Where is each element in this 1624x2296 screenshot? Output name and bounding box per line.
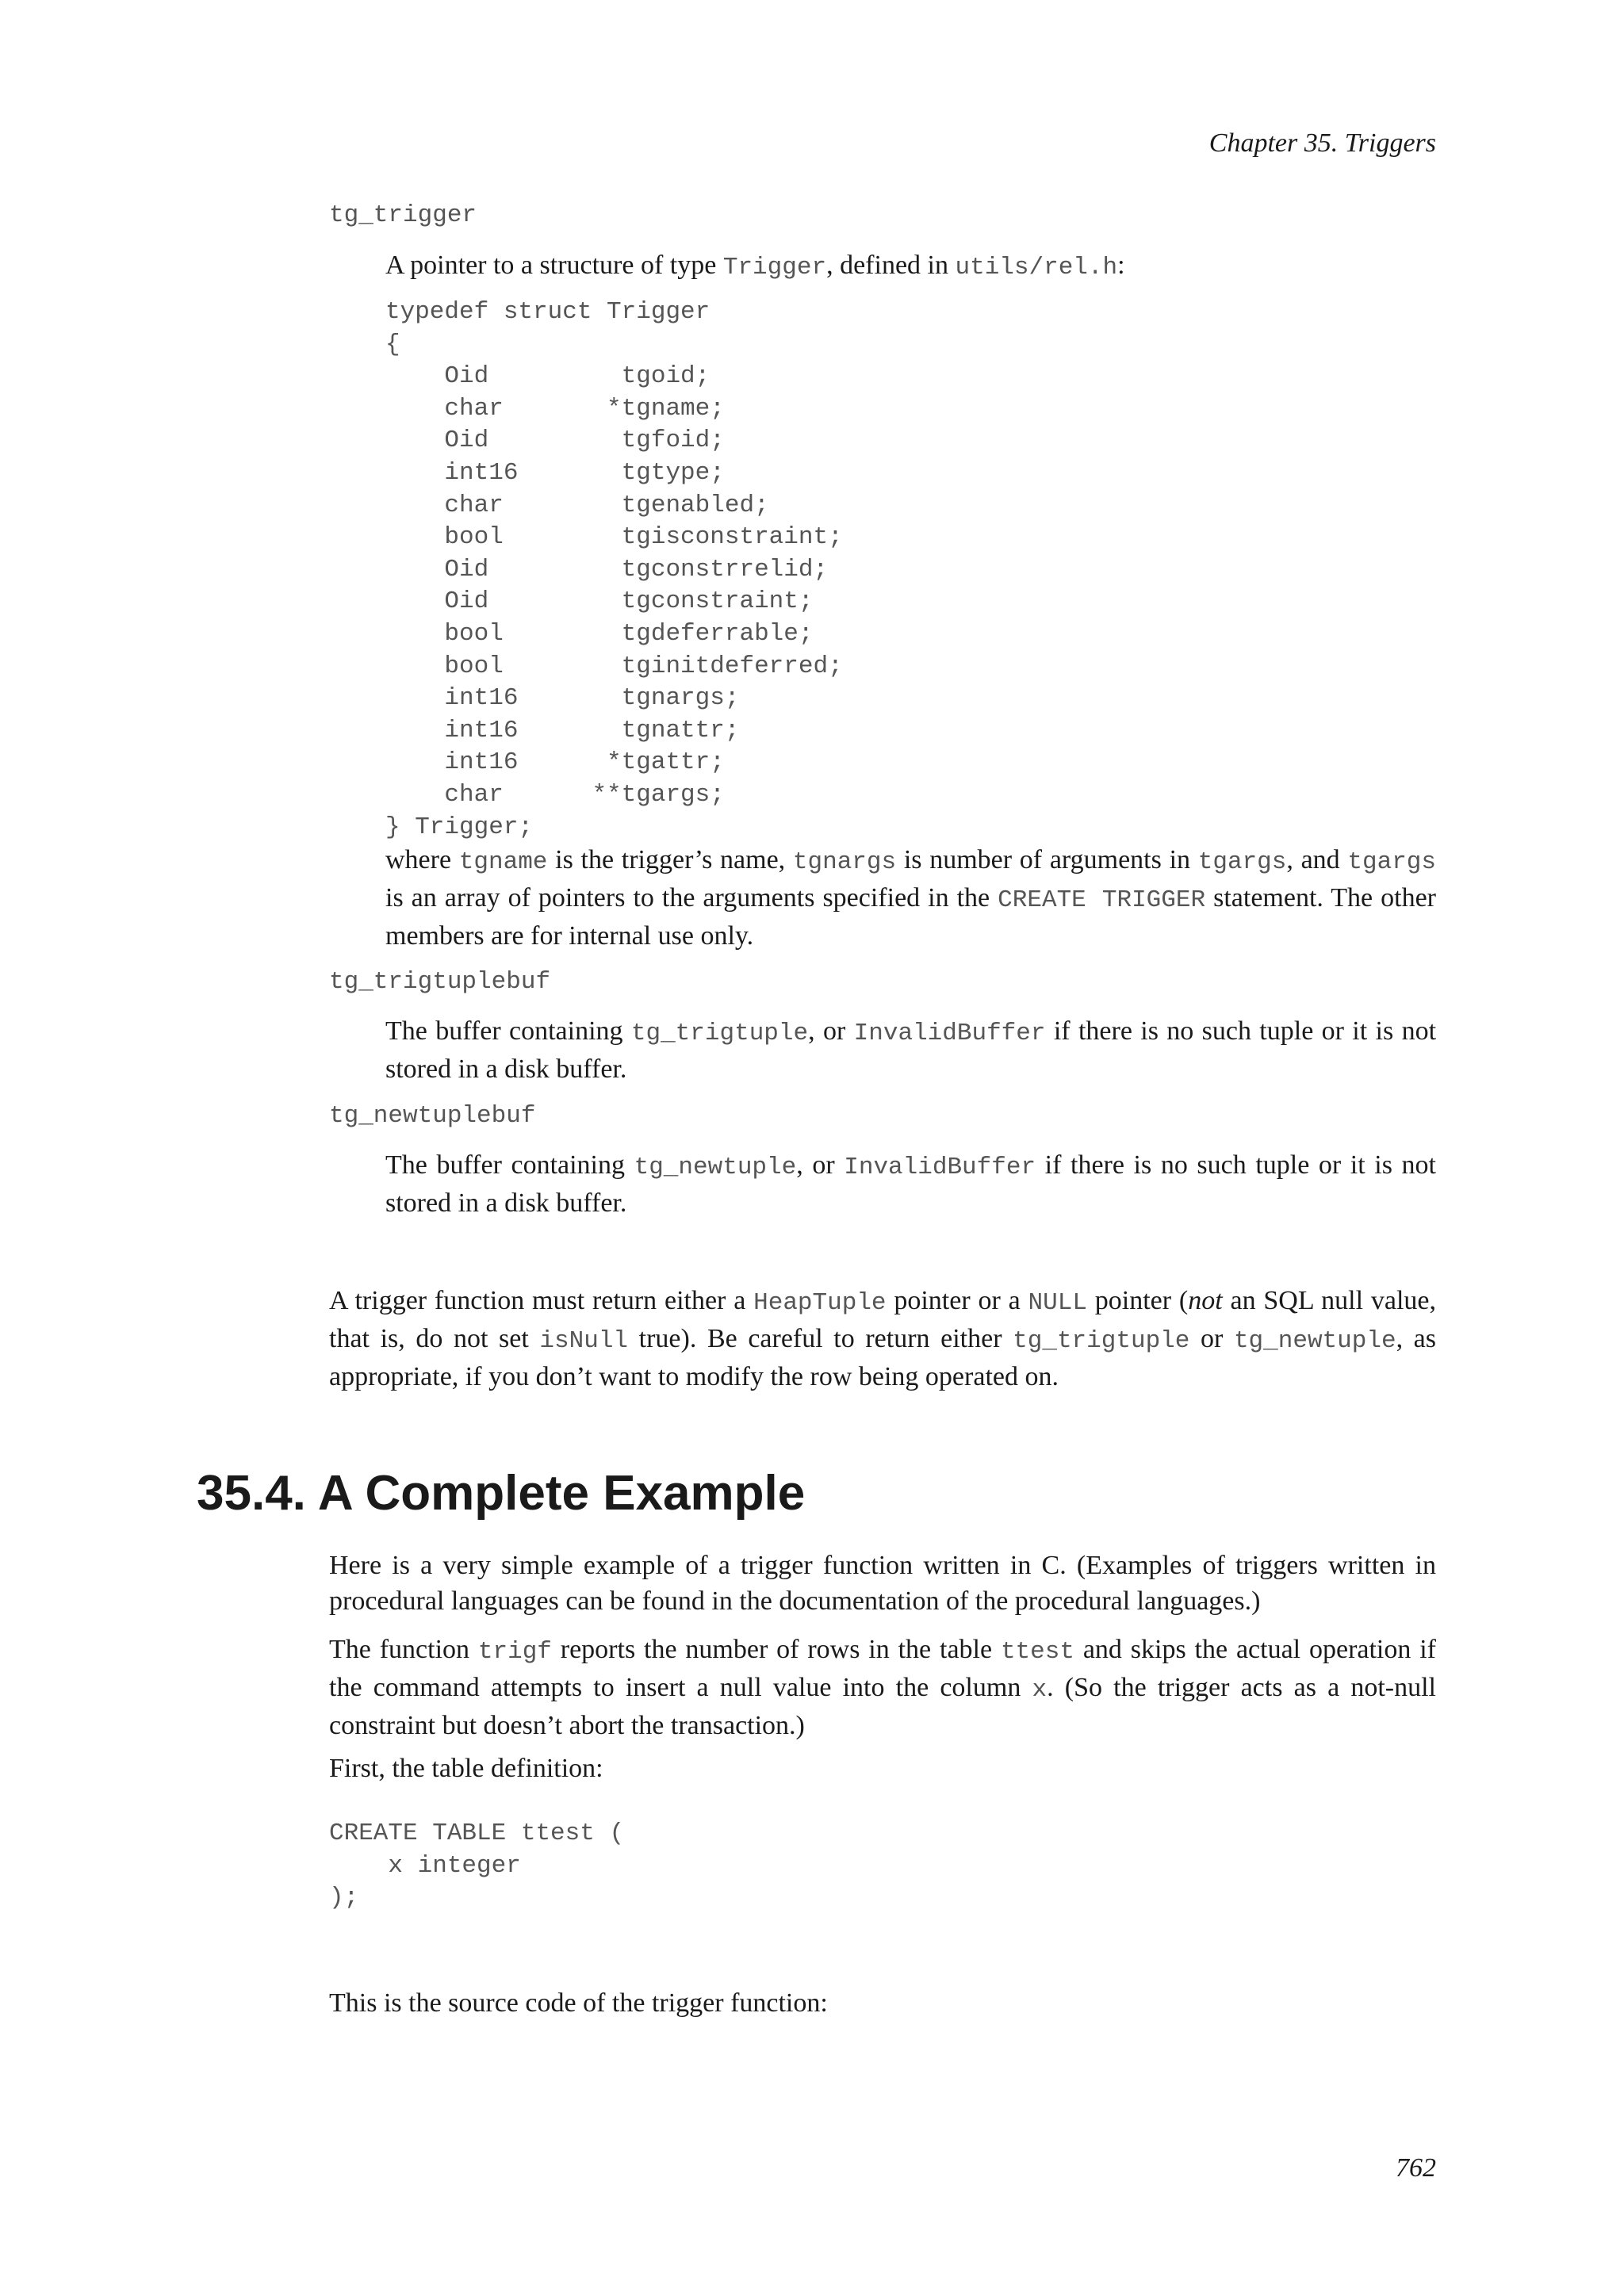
- table-definition-label: First, the table definition:: [329, 1754, 603, 1783]
- trigger-struct-code: typedef struct Trigger { Oid tgoid; char *tgname; Oid tgfoid; int16 tgtype; char tgenabled; bool tgisconstraint; Oid tgconstrrelid; Oid tgconstraint; bool tgdeferrable; bool tginitdeferred; int16 tgnargs; int16 tgnattr; int16 *tgattr; char **tgargs; } Trigger;: [385, 298, 843, 841]
- tg-trigger-description: A pointer to a structure of type Trigger, defined in utils/rel.h:: [385, 251, 1125, 281]
- trigger-struct-explanation: where tgname is the trigger’s name, tgnargs is number of arguments in tgargs, and tgargs is an array of pointers to the arguments specified in the CREATE TRIGGER statement. The other members are for internal use only.: [385, 845, 1437, 951]
- create-table-code: CREATE TABLE ttest ( x integer );: [329, 1820, 625, 1912]
- running-header: Chapter 35. Triggers: [1208, 128, 1436, 158]
- tg-trigtuplebuf-description: The buffer containing tg_trigtuple, or InvalidBuffer if there is no such tuple or it is not stored in a disk buffer.: [385, 1016, 1437, 1084]
- page-number: 762: [1396, 2153, 1436, 2183]
- section-intro-paragraph: Here is a very simple example of a trigger function written in C. (Examples of triggers written in procedural languages can be found in the documentation of the procedural languages.): [329, 1551, 1436, 1616]
- term-tg-trigtuplebuf: tg_trigtuplebuf: [329, 968, 551, 996]
- tg-newtuplebuf-description: The buffer containing tg_newtuple, or InvalidBuffer if there is no such tuple or it is not stored in a disk buffer.: [385, 1150, 1436, 1218]
- term-tg-trigger: tg_trigger: [329, 201, 477, 229]
- section-heading: 35.4. A Complete Example: [197, 1466, 806, 1521]
- source-code-label: This is the source code of the trigger function:: [329, 1988, 828, 2018]
- term-tg-newtuplebuf: tg_newtuplebuf: [329, 1102, 536, 1130]
- trigf-description-paragraph: The function trigf reports the number of rows in the table ttest and skips the actual operation if the command attempts to insert a null value into the column x. (So the trigger acts as a not-null constraint but doesn’t abort the transaction.): [329, 1635, 1436, 1740]
- return-value-paragraph: A trigger function must return either a HeapTuple pointer or a NULL pointer (not an SQL null value, that is, do not set isNull true). Be careful to return either tg_trigtuple or tg_newtuple, as appropriate, if you don’t want to modify the row being operated on.: [329, 1286, 1437, 1391]
